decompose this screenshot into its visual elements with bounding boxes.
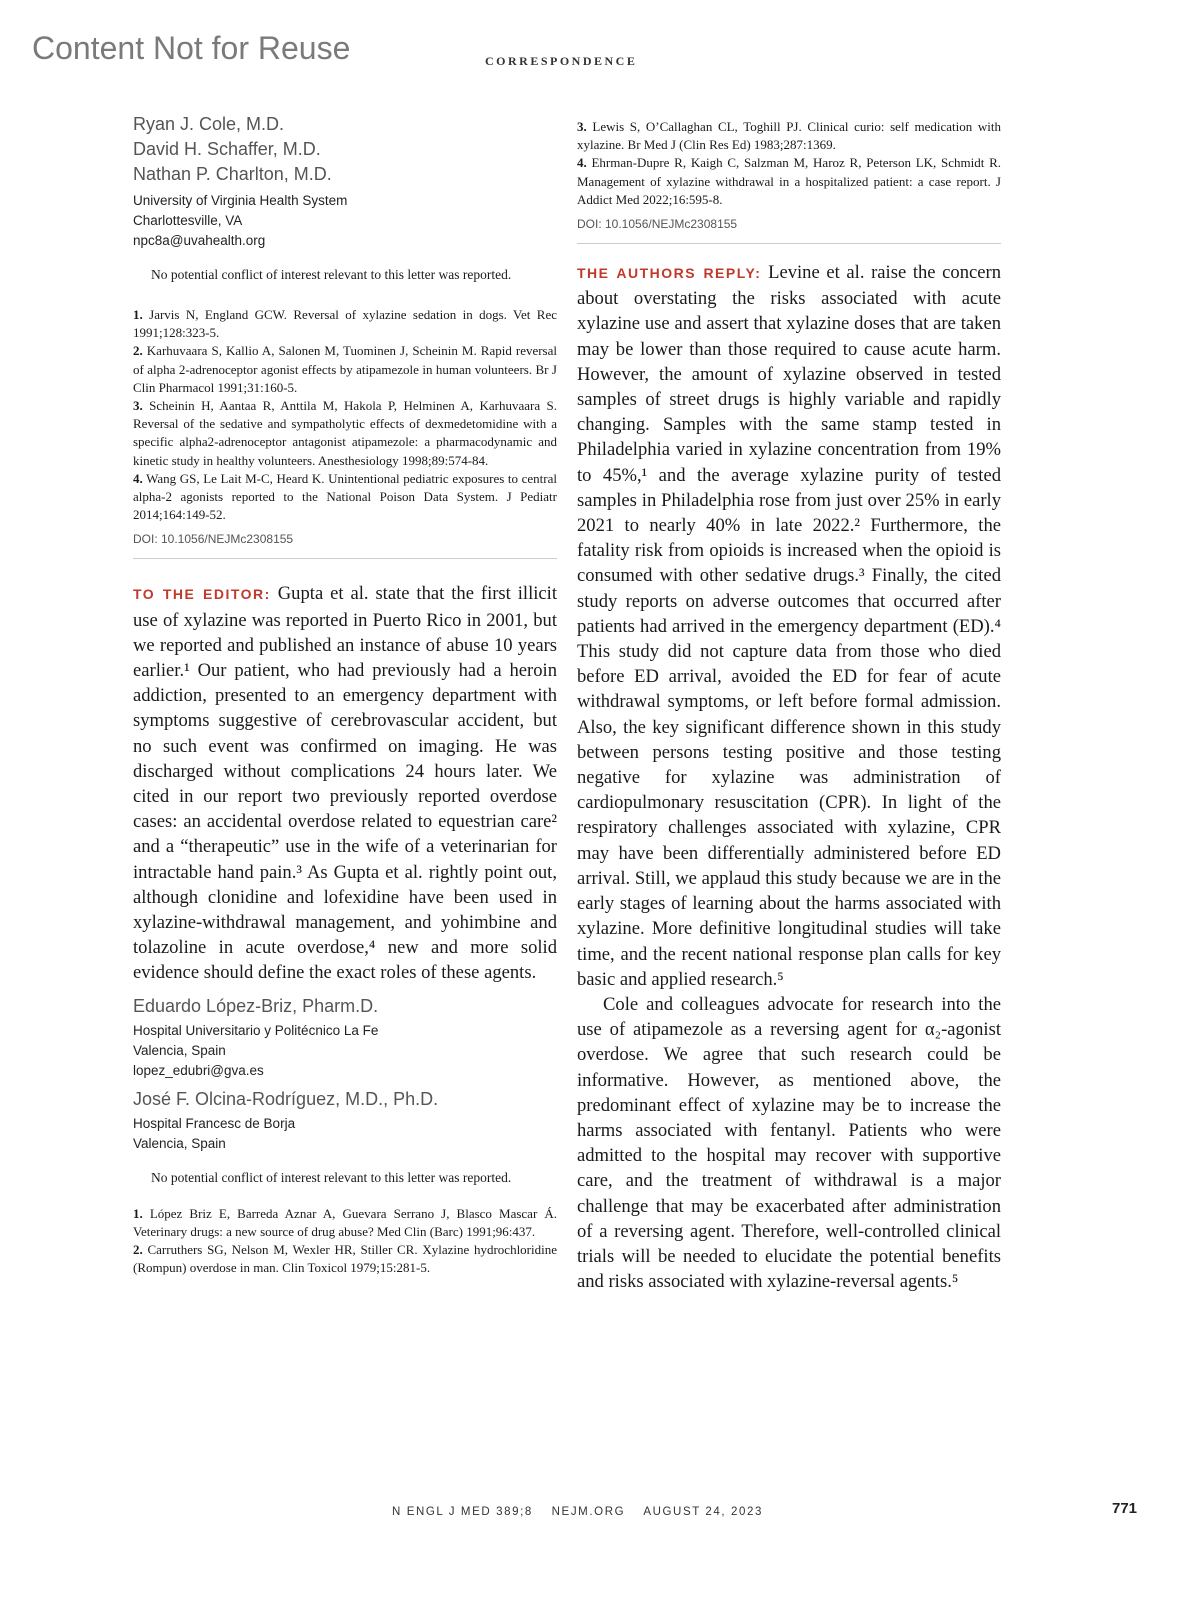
affiliation-line: Hospital Universitario y Politécnico La Fe [133, 1022, 379, 1038]
section-header: CORRESPONDENCE [485, 54, 638, 68]
divider [133, 558, 557, 559]
watermark-text: Content Not for Reuse [32, 30, 351, 66]
author-name: Eduardo López-Briz, Pharm.D. [133, 995, 379, 1016]
conflict-disclosure: No potential conflict of interest relevant to this letter was reported. [151, 1169, 512, 1185]
affiliation-line: Hospital Francesc de Borja [133, 1115, 296, 1131]
affiliation-block-3 [133, 1114, 557, 1154]
page-number: 771 [1112, 1500, 1138, 1517]
author-name: Nathan P. Charlton, M.D. [133, 164, 332, 184]
doi-link[interactable]: DOI: 10.1056/NEJMc2308155 [133, 532, 294, 547]
doi-link[interactable]: DOI: 10.1056/NEJMc2308155 [577, 217, 738, 232]
reply-lead: THE AUTHORS REPLY: [577, 265, 762, 282]
conflict-disclosure: No potential conflict of interest relevant to this letter was reported. [151, 267, 512, 282]
author-email[interactable]: npc8a@uvahealth.org [133, 233, 266, 248]
affiliation-block-1 [133, 191, 557, 251]
right-column [577, 112, 1001, 1294]
author-email[interactable]: lopez_edubri@gva.es [133, 1062, 264, 1078]
reference-item: 4. Wang GS, Le Lait M-C, Heard K. Unintentional pediatric exposures to central alpha-2 agonists reported to the National Poison Data System. J Pediatr 2014;164:149-52. [133, 470, 557, 523]
reference-item: 3. Lewis S, O’Callaghan CL, Toghill PJ. Clinical curio: self medication with xylazine. Br Med J (Clin Res Ed) 1983;287:1369. [577, 119, 1002, 153]
reply-body: Cole and colleagues advocate for research into the use of atipamezole as a reversing agent for α₂-agonist overdose. We agree that such research could be informative. However, as mentioned above, the predominant effect of xylazine may be to increase the harms associated with fentanyl. Patients who were admitted to the hospital may recover with supportive care, and the treatment of withdrawal is a major challenge that may be exacerbated after administration of a reversing agent. Therefore, well-controlled clinical trials will be needed to elucidate the potential benefits and risks associated with xylazine-reversal agents.⁵ [577, 993, 1001, 1293]
reference-item: 2. Karhuvaara S, Kallio A, Salonen M, Tuominen J, Scheinin M. Rapid reversal of alpha 2-adrenoceptor agonist effects by atipamezole in human volunteers. Br J Clin Pharmacol 1991;31:160-5. [133, 343, 557, 395]
author-name: Ryan J. Cole, M.D. [133, 114, 285, 134]
reference-item: 3. Scheinin H, Aantaa R, Anttila M, Hakola P, Helminen A, Karhuvaara S. Reversal of the sedative and sympatholytic effects of dexmedetomidine with a specific alpha2-adrenoceptor antagonist atipamezole: a pharmacodynamic and kinetic study in healthy volunteers. Anesthesiology 1998;89:574-84. [133, 398, 557, 468]
reference-item: 4. Ehrman-Dupre R, Kaigh C, Salzman M, Haroz R, Peterson LK, Schmidt R. Management of xylazine withdrawal in a hospitalized patient: a case report. J Addict Med 2022;16:595-8. [577, 155, 1001, 207]
journal-site: NEJM.ORG [551, 1506, 626, 1518]
affiliation-line: Valencia, Spain [133, 1042, 226, 1058]
reference-list-1 [133, 306, 557, 524]
reference-list-3 [577, 118, 1001, 209]
reply-body: THE AUTHORS REPLY: Levine et al. raise the concern about overstating the risks associated with acute xylazine use and assert that xylazine doses that are taken may be lower than those required to cause acute harm. However, the amount of xylazine observed in tested samples of street drugs is highly variable and rapidly changing. Samples with the same stamp tested in Philadelphia varied in xylazine concentration from 19% to 45%,¹ and the average xylazine purity of tested samples in Philadelphia rose from just over 25% in early 2021 to nearly 40% in late 2022.² Furthermore, the fatality risk from opioids is increased when the opioid is consumed with other sedative drugs.³ Finally, the cited study reports on adverse outcomes that occurred after patients had arrived in the emergency department (ED).⁴ This study did not capture data from those who died before ED arrival, avoided the ED for fear of acute withdrawal symptoms, or left before formal admission. Also, the key significant difference shown in this study between persons testing positive and those testing negative for xylazine was administration of cardiopulmonary resuscitation (CPR). In light of the respiratory challenges associated with xylazine, CPR may have been differentially administered before ED arrival. Still, we applaud this study because we are in the early stages of learning about the harms associated with xylazine. More definitive longitudinal studies will take time, and the recent national response plan calls for key basic and applied research.⁵ [577, 262, 1002, 990]
affiliation-line: Valencia, Spain [133, 1135, 226, 1151]
reference-list-2 [133, 1205, 557, 1278]
reference-item: 1. Jarvis N, England GCW. Reversal of xylazine sedation in dogs. Vet Rec 1991;128:323-5. [133, 307, 557, 341]
affiliation-line: University of Virginia Health System [133, 193, 348, 208]
author-name: David H. Schaffer, M.D. [133, 139, 321, 159]
letter-lead: TO THE EDITOR: [133, 586, 271, 603]
divider [577, 243, 1001, 244]
affiliation-line: Charlottesville, VA [133, 213, 243, 228]
left-column [133, 112, 557, 1278]
author-name: José F. Olcina-Rodríguez, M.D., Ph.D. [133, 1088, 439, 1109]
journal-citation: N ENGL J MED 389;8 [392, 1506, 533, 1518]
affiliation-block-2 [133, 1021, 557, 1081]
page-footer [392, 1506, 777, 1518]
letter-body: TO THE EDITOR: Gupta et al. state that the first illicit use of xylazine was reported in Puerto Rico in 2001, but we reported and published an instance of abuse 10 years earlier.¹ Our patient, who had previously had a heroin addiction, presented to an emergency department with symptoms suggestive of cerebrovascular accident, but no such event was confirmed on imaging. He was discharged without complications 24 hours later. We cited in our report two previously reported overdose cases: an accidental overdose related to equestrian care² and a “therapeutic” use in the wife of a veterinarian for intractable hand pain.³ As Gupta et al. rightly point out, although clonidine and lofexidine have been used in xylazine-withdrawal management, and yohimbine and tolazoline in acute overdose,⁴ new and more solid evidence should define the exact roles of these agents. [133, 583, 557, 984]
author-block-1 [133, 112, 557, 187]
reference-item: 2. Carruthers SG, Nelson M, Wexler HR, Stiller CR. Xylazine hydrochloridine (Rompun) overdose in man. Clin Toxicol 1979;15:281-5. [133, 1242, 558, 1276]
reference-item: 1. López Briz E, Barreda Aznar A, Guevara Serrano J, Blasco Mascar Á. Veterinary drugs: a new source of drug abuse? Med Clin (Barc) 1991;96:437. [133, 1205, 557, 1239]
issue-date: AUGUST 24, 2023 [643, 1506, 764, 1518]
